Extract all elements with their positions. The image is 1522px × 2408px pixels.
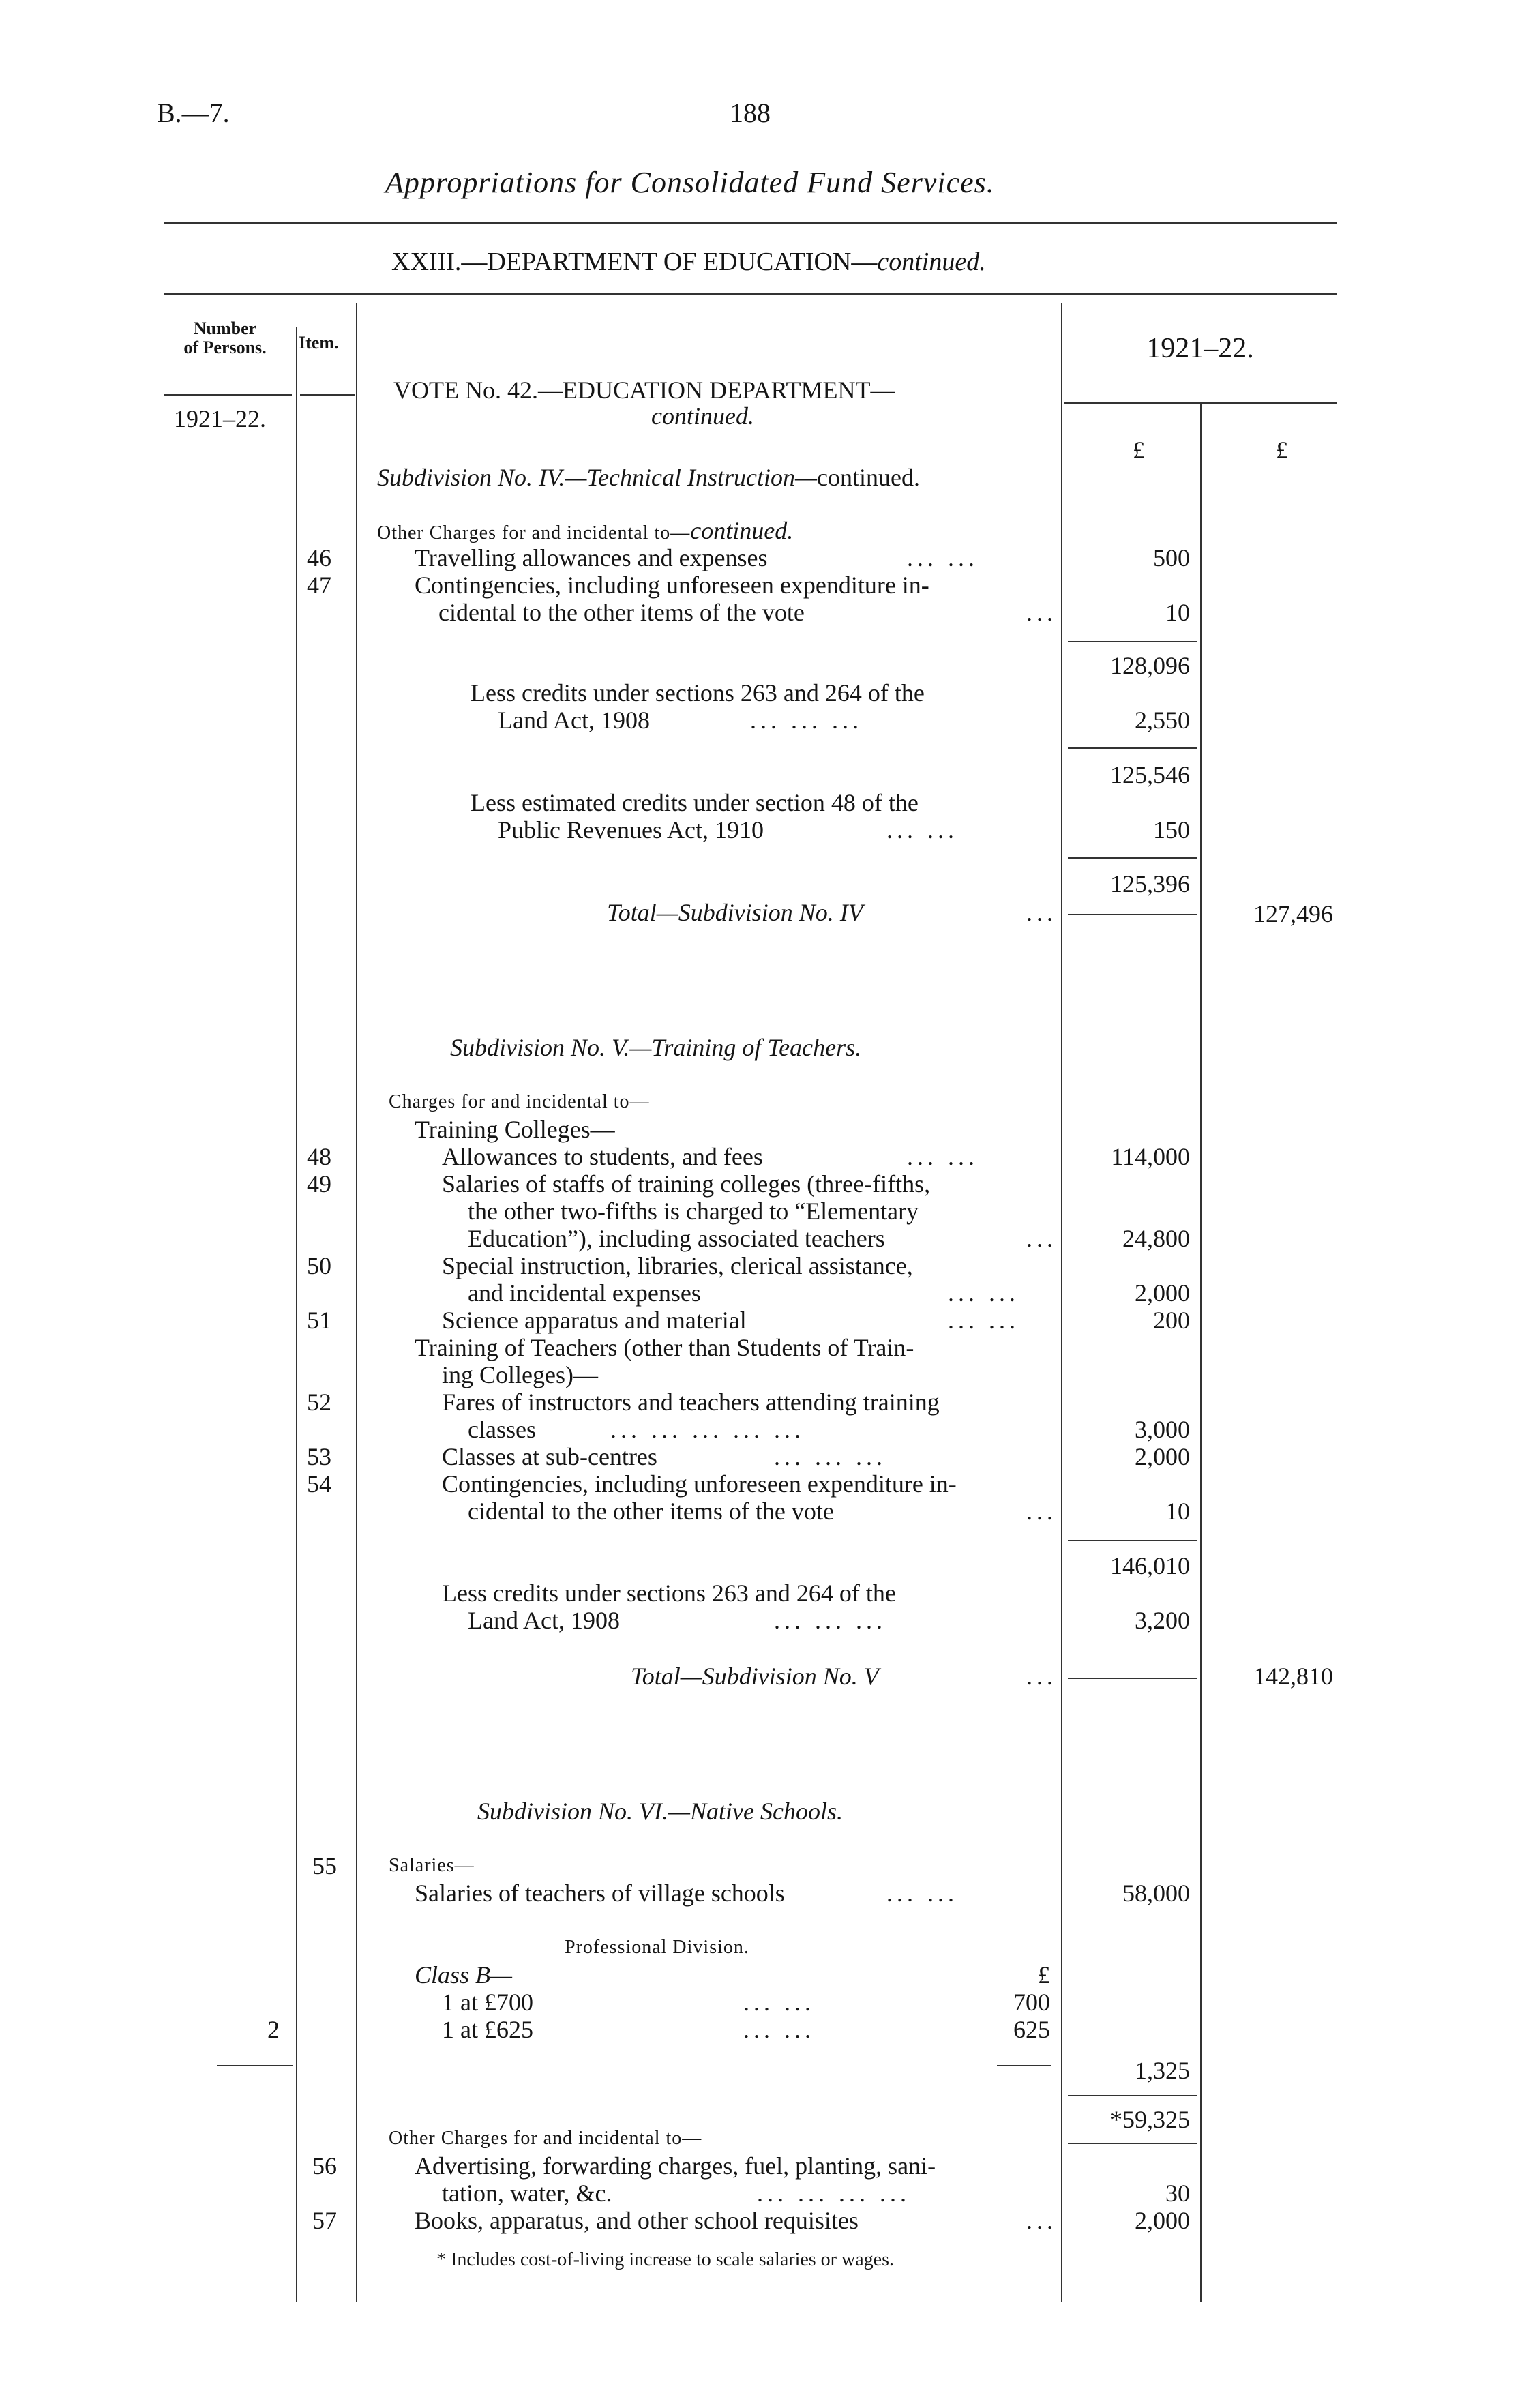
item-49-amount: 24,800 bbox=[1122, 1225, 1190, 1252]
sub4-total-label: Total—Subdivision No. IV bbox=[607, 899, 863, 926]
item-54-number: 54 bbox=[307, 1470, 331, 1498]
sub6-salaries-total-rule bbox=[1068, 2143, 1197, 2144]
sub5-group2-line2: ing Colleges)— bbox=[442, 1361, 598, 1388]
item-51-amount: 200 bbox=[1153, 1307, 1190, 1334]
item-57-number: 57 bbox=[312, 2207, 337, 2234]
page-title: Appropriations for Consolidated Fund Services. bbox=[385, 166, 995, 199]
sub4-total-rule bbox=[1068, 914, 1197, 915]
persons-header-rule bbox=[164, 394, 292, 396]
sub4-heading-cont: continued. bbox=[817, 464, 920, 491]
sub5-credits-amount: 3,200 bbox=[1135, 1607, 1190, 1634]
item-51-dots: ... ... bbox=[948, 1307, 1019, 1334]
vote-title: VOTE No. 42.—EDUCATION DEPARTMENT— bbox=[393, 376, 895, 404]
item-52-dots: ... ... ... ... ... bbox=[610, 1416, 805, 1443]
persons-header-line1: Number bbox=[193, 318, 257, 338]
year-column-header: 1921–22. bbox=[1146, 333, 1254, 364]
currency-left: £ bbox=[1133, 436, 1145, 464]
class-b-persons-count: 2 bbox=[267, 2016, 280, 2043]
sub4-credits1-amount: 2,550 bbox=[1135, 707, 1190, 734]
item-48-number: 48 bbox=[307, 1143, 331, 1170]
item-53-amount: 2,000 bbox=[1135, 1443, 1190, 1470]
persons-header-line2: of Persons. bbox=[183, 338, 267, 357]
sub5-credits-line1: Less credits under sections 263 and 264 of the bbox=[442, 1579, 896, 1607]
item-55-number: 55 bbox=[312, 1852, 337, 1879]
department-heading bbox=[391, 248, 986, 276]
sub5-subtotal: 146,010 bbox=[1110, 1552, 1190, 1579]
persons-item-divider bbox=[296, 327, 297, 2302]
item-46-number: 46 bbox=[307, 544, 331, 571]
item-56-text-line2: tation, water, &c. bbox=[442, 2180, 612, 2207]
sub4-credits1-dots: ... ... ... bbox=[750, 707, 863, 734]
item-52-text-line2: classes bbox=[468, 1416, 536, 1443]
item-47-text-line2: cidental to the other items of the vote bbox=[438, 599, 805, 626]
sub4-credits1-line2: Land Act, 1908 bbox=[498, 707, 650, 734]
item-49-text-line2: the other two-fifths is charged to “Elementary bbox=[468, 1198, 919, 1225]
item-55-text: Salaries of teachers of village schools bbox=[415, 1879, 785, 1907]
item-53-text: Classes at sub-centres bbox=[442, 1443, 657, 1470]
class-b-subtotal-rule bbox=[997, 2065, 1051, 2066]
item-47-text-line1: Contingencies, including unforeseen expenditure in- bbox=[415, 571, 929, 599]
class-b-row-1-text: 1 at £700 bbox=[442, 1989, 533, 2016]
item-header-rule bbox=[300, 394, 355, 396]
sub5-credits-dots: ... ... ... bbox=[774, 1607, 886, 1634]
item-50-text-line1: Special instruction, libraries, clerical assistance, bbox=[442, 1252, 913, 1279]
sub4-total-amount: 127,496 bbox=[1253, 900, 1333, 927]
item-53-dots: ... ... ... bbox=[774, 1443, 886, 1470]
vote-title-cont: continued. bbox=[651, 402, 754, 430]
item-52-text-line1: Fares of instructors and teachers attending training bbox=[442, 1388, 940, 1416]
sub4-credits1-line1: Less credits under sections 263 and 264 of the bbox=[471, 679, 925, 707]
sub6-class-currency: £ bbox=[1038, 1961, 1050, 1989]
currency-right: £ bbox=[1276, 436, 1288, 464]
item-46-amount: 500 bbox=[1153, 544, 1190, 571]
sub4-credits2-line1: Less estimated credits under section 48 of the bbox=[471, 789, 919, 816]
item-54-amount: 10 bbox=[1165, 1498, 1190, 1525]
item-57-amount: 2,000 bbox=[1135, 2207, 1190, 2234]
item-48-amount: 114,000 bbox=[1111, 1143, 1190, 1170]
item-57-dots: ... bbox=[1026, 2207, 1057, 2234]
item-column-header: Item. bbox=[299, 333, 339, 353]
item-53-number: 53 bbox=[307, 1443, 331, 1470]
item-57-text: Books, apparatus, and other school requisites bbox=[415, 2207, 859, 2234]
sub6-salaries-total: *59,325 bbox=[1110, 2106, 1190, 2133]
sub4-subtotal-1: 128,096 bbox=[1110, 652, 1190, 679]
persons-column-header bbox=[157, 319, 293, 357]
sub4-rule-3 bbox=[1068, 857, 1197, 859]
item-50-number: 50 bbox=[307, 1252, 331, 1279]
sub5-rule-1 bbox=[1068, 1540, 1197, 1541]
sub4-rule-1 bbox=[1068, 641, 1197, 642]
item-54-text-line1: Contingencies, including unforeseen expenditure in- bbox=[442, 1470, 957, 1498]
header-rule bbox=[164, 222, 1337, 224]
item-49-text-line1: Salaries of staffs of training colleges (three-fifths, bbox=[442, 1170, 931, 1198]
class-b-row-2-dots: ... ... bbox=[743, 2016, 815, 2043]
sub5-credits-line2: Land Act, 1908 bbox=[468, 1607, 620, 1634]
item-50-dots: ... ... bbox=[948, 1279, 1019, 1307]
sub5-total-amount: 142,810 bbox=[1253, 1663, 1333, 1690]
item-52-amount: 3,000 bbox=[1135, 1416, 1190, 1443]
item-48-text: Allowances to students, and fees bbox=[442, 1143, 763, 1170]
sub4-subtotal-2: 125,546 bbox=[1110, 761, 1190, 788]
sub4-subtotal-3: 125,396 bbox=[1110, 870, 1190, 897]
item-55-dots: ... ... bbox=[886, 1879, 958, 1907]
persons-year-label: 1921–22. bbox=[174, 405, 266, 432]
item-46-text: Travelling allowances and expenses bbox=[415, 544, 768, 571]
item-47-amount: 10 bbox=[1165, 599, 1190, 626]
page-number: 188 bbox=[730, 98, 771, 128]
sub6-class-total: 1,325 bbox=[1135, 2057, 1190, 2084]
sub5-group2-line1: Training of Teachers (other than Students of Train- bbox=[415, 1334, 914, 1361]
sub5-total-rule bbox=[1068, 1678, 1197, 1679]
item-47-number: 47 bbox=[307, 571, 331, 599]
item-52-number: 52 bbox=[307, 1388, 331, 1416]
sub5-total-dots: ... bbox=[1026, 1663, 1057, 1690]
sub4-credits2-amount: 150 bbox=[1153, 816, 1190, 844]
class-b-row-2-amount: 625 bbox=[1013, 2016, 1050, 2043]
text-amount-divider bbox=[1061, 303, 1062, 2302]
class-b-row-2-text: 1 at £625 bbox=[442, 2016, 533, 2043]
sub6-salaries-label: Salaries— bbox=[389, 1855, 475, 1876]
item-text-divider bbox=[356, 303, 357, 2302]
sub6-class-b: Class B— bbox=[415, 1961, 513, 1989]
footnote: * Includes cost-of-living increase to scale salaries or wages. bbox=[436, 2249, 894, 2270]
amount-total-divider bbox=[1200, 404, 1202, 2302]
item-46-dots: ... ... bbox=[907, 544, 979, 571]
sub6-salaries-rule bbox=[1068, 2095, 1197, 2096]
sub4-heading-text: Subdivision No. IV.—Technical Instruction— bbox=[377, 464, 818, 491]
item-49-dots: ... bbox=[1026, 1225, 1057, 1252]
sub5-group-training-colleges: Training Colleges— bbox=[415, 1116, 615, 1143]
sub4-rule-2 bbox=[1068, 747, 1197, 749]
class-b-row-1-amount: 700 bbox=[1013, 1989, 1050, 2016]
item-50-amount: 2,000 bbox=[1135, 1279, 1190, 1307]
item-56-number: 56 bbox=[312, 2152, 337, 2180]
class-b-row-1-dots: ... ... bbox=[743, 1989, 815, 2016]
item-56-dots: ... ... ... ... bbox=[757, 2180, 910, 2207]
sub4-total-dots: ... bbox=[1026, 899, 1057, 926]
sub4-other-charges-label: Other Charges for and incidental to— bbox=[377, 522, 691, 544]
sub5-heading: Subdivision No. V.—Training of Teachers. bbox=[450, 1034, 862, 1061]
item-55-amount: 58,000 bbox=[1122, 1879, 1190, 1907]
item-49-text-line3: Education”), including associated teachers bbox=[468, 1225, 885, 1252]
department-rule bbox=[164, 293, 1337, 295]
sub4-heading bbox=[377, 464, 920, 491]
item-56-text-line1: Advertising, forwarding charges, fuel, planting, sani- bbox=[415, 2152, 936, 2180]
sub4-other-charges bbox=[377, 517, 793, 547]
sub6-heading: Subdivision No. VI.—Native Schools. bbox=[477, 1798, 843, 1825]
persons-subtotal-rule bbox=[217, 2065, 293, 2066]
item-47-dots: ... bbox=[1026, 599, 1057, 626]
item-50-text-line2: and incidental expenses bbox=[468, 1279, 701, 1307]
sub4-other-charges-cont: continued. bbox=[690, 517, 794, 544]
item-51-number: 51 bbox=[307, 1307, 331, 1334]
item-49-number: 49 bbox=[307, 1170, 331, 1198]
sub5-charges-label: Charges for and incidental to— bbox=[389, 1091, 650, 1112]
item-56-amount: 30 bbox=[1165, 2180, 1190, 2207]
sub4-credits2-line2: Public Revenues Act, 1910 bbox=[498, 816, 764, 844]
document-reference: B.—7. bbox=[157, 98, 230, 128]
department-cont: continued. bbox=[877, 248, 986, 276]
item-48-dots: ... ... bbox=[907, 1143, 979, 1170]
department-name: XXIII.—DEPARTMENT OF EDUCATION— bbox=[391, 248, 878, 276]
item-51-text: Science apparatus and material bbox=[442, 1307, 747, 1334]
sub6-professional-division: Professional Division. bbox=[565, 1937, 749, 1958]
sub4-credits2-dots: ... ... bbox=[886, 816, 958, 844]
item-54-dots: ... bbox=[1026, 1498, 1057, 1525]
sub6-other-charges-label: Other Charges for and incidental to— bbox=[389, 2128, 702, 2149]
item-54-text-line2: cidental to the other items of the vote bbox=[468, 1498, 834, 1525]
sub5-total-label: Total—Subdivision No. V bbox=[631, 1663, 879, 1690]
